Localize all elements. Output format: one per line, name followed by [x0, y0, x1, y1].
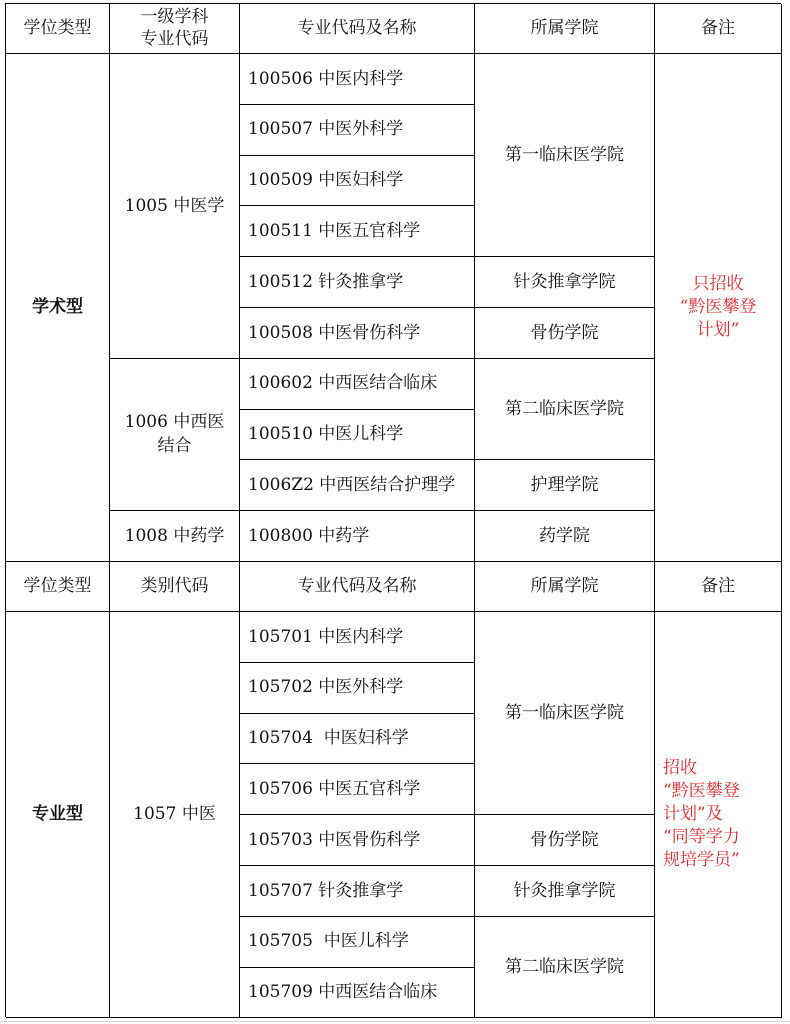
college-cell: 护理学院 — [475, 460, 655, 511]
note-line: “黔医攀登 — [679, 297, 757, 318]
header-discipline-code — [110, 4, 240, 54]
header-category-code: 类别代码 — [110, 562, 240, 612]
major-cell: 105706 中医五官科学 — [240, 764, 475, 815]
major-cell: 100509 中医妇科学 — [240, 156, 475, 207]
degree-type-academic: 学术型 — [6, 54, 110, 562]
major-cell: 105703 中医骨伤科学 — [240, 815, 475, 866]
college-cell: 骨伤学院 — [475, 308, 655, 359]
discipline-label: 1006 中西医 — [124, 411, 225, 432]
college-cell: 第一临床医学院 — [475, 54, 655, 257]
major-cell: 100602 中西医结合临床 — [240, 359, 475, 410]
note-line: 招收 — [663, 758, 697, 779]
discipline-group — [110, 359, 240, 511]
major-cell: 105701 中医内科学 — [240, 612, 475, 663]
note-academic — [655, 54, 782, 562]
category-cell: 1057 中医 — [110, 612, 240, 1018]
discipline-label: 1008 中药学 — [124, 525, 225, 546]
page-bottom-rule — [0, 1021, 790, 1022]
major-cell: 105702 中医外科学 — [240, 663, 475, 714]
major-cell: 100512 针灸推拿学 — [240, 257, 475, 308]
note-line: “同等学力 — [663, 827, 740, 848]
college-cell: 骨伤学院 — [475, 815, 655, 866]
college-cell: 针灸推拿学院 — [475, 866, 655, 917]
major-cell: 100511 中医五官科学 — [240, 206, 475, 257]
discipline-label: 结合 — [157, 436, 192, 457]
major-cell: 105707 针灸推拿学 — [240, 866, 475, 917]
header-discipline-code-line2: 专业代码 — [140, 28, 209, 49]
header-discipline-code-line1: 一级学科 — [140, 7, 209, 28]
discipline-label: 1005 中医学 — [124, 195, 225, 216]
note-professional — [655, 612, 782, 1018]
major-cell: 105704 中医妇科学 — [240, 714, 475, 765]
header-degree-type: 学位类型 — [6, 562, 110, 612]
major-cell: 100510 中医儿科学 — [240, 410, 475, 461]
major-cell: 105705 中医儿科学 — [240, 917, 475, 968]
college-cell: 第二临床医学院 — [475, 917, 655, 1019]
degree-type-professional: 专业型 — [6, 612, 110, 1018]
major-cell: 105709 中西医结合临床 — [240, 968, 475, 1019]
note-line: 计划”及 — [663, 804, 723, 825]
header-note: 备注 — [655, 4, 782, 54]
note-line: “黔医攀登 — [663, 781, 740, 802]
college-cell: 第一临床医学院 — [475, 612, 655, 815]
header-major: 专业代码及名称 — [240, 562, 475, 612]
discipline-group — [110, 54, 240, 359]
college-cell: 针灸推拿学院 — [475, 257, 655, 308]
note-line: 规培学员” — [663, 850, 740, 871]
major-cell: 100508 中医骨伤科学 — [240, 308, 475, 359]
header-degree-type: 学位类型 — [6, 4, 110, 54]
header-college: 所属学院 — [475, 562, 655, 612]
note-line: 计划” — [696, 319, 740, 340]
note-line: 只招收 — [692, 274, 744, 295]
major-cell: 100506 中医内科学 — [240, 54, 475, 105]
header-college: 所属学院 — [475, 4, 655, 54]
college-cell: 药学院 — [475, 511, 655, 562]
admissions-table — [5, 3, 781, 1017]
college-cell: 第二临床医学院 — [475, 359, 655, 461]
major-cell: 100507 中医外科学 — [240, 105, 475, 156]
header-note: 备注 — [655, 562, 782, 612]
discipline-group — [110, 511, 240, 562]
header-major: 专业代码及名称 — [240, 4, 475, 54]
major-cell: 100800 中药学 — [240, 511, 475, 562]
major-cell: 1006Z2 中西医结合护理学 — [240, 460, 475, 511]
